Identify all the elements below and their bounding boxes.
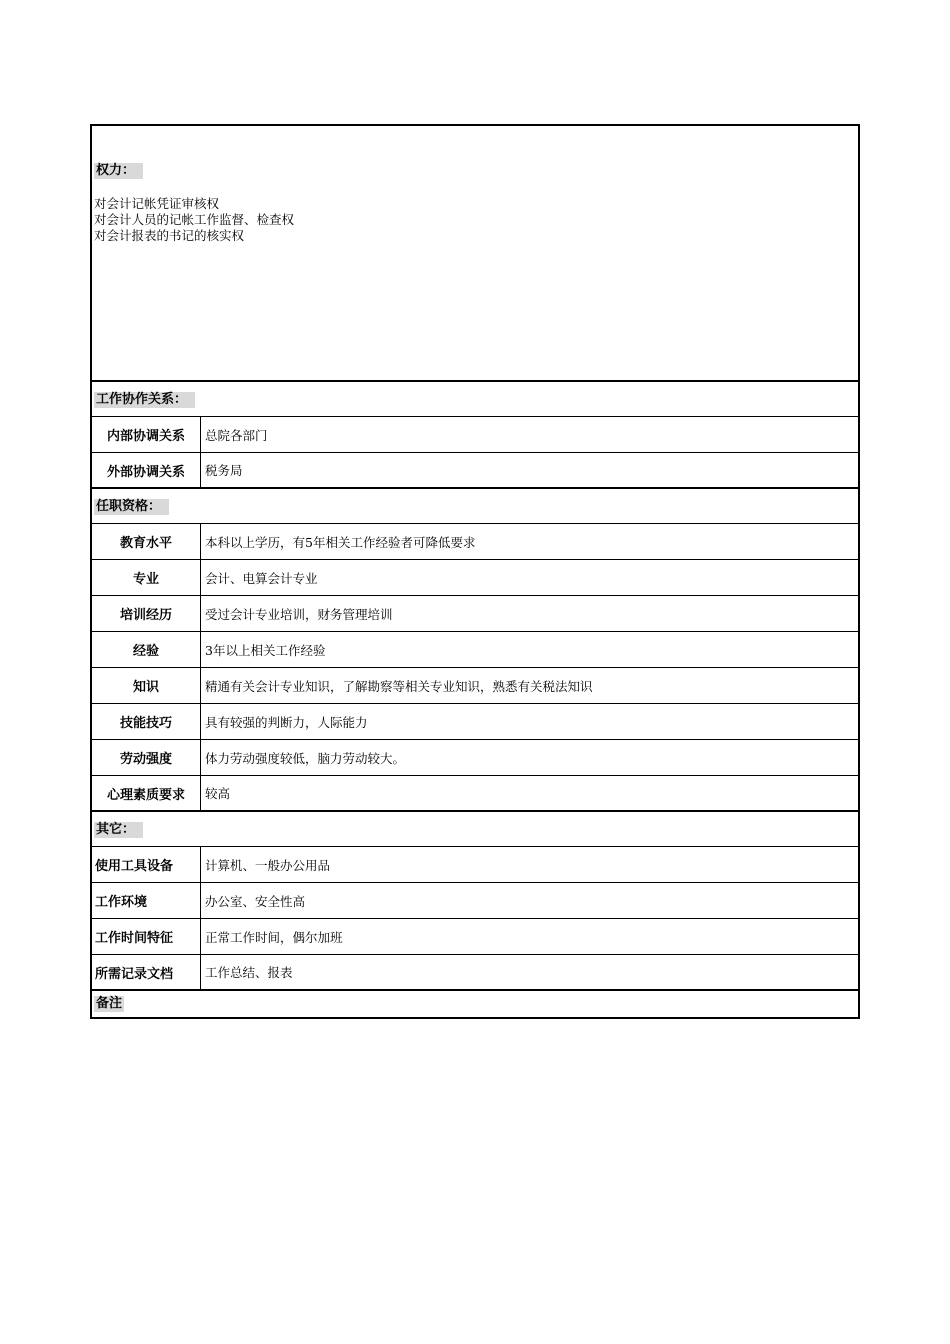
row-label: 使用工具设备 (92, 847, 201, 882)
job-description-table (90, 124, 860, 1019)
row-value: 办公室、安全性高 (205, 893, 306, 909)
other-row-equipment (92, 847, 858, 883)
row-value: 本科以上学历，有5年相关工作经验者可降低要求 (205, 534, 476, 550)
row-label: 技能技巧 (92, 704, 201, 739)
row-label: 经验 (92, 632, 201, 667)
row-label: 所需记录文档 (92, 955, 201, 989)
row-value: 较高 (205, 786, 231, 801)
row-value: 会计、电算会计专业 (205, 570, 318, 586)
row-value: 精通有关会计专业知识，了解勘察等相关专业知识，熟悉有关税法知识 (205, 678, 593, 694)
row-value: 工作总结、报表 (205, 965, 293, 980)
collaboration-title-row (92, 382, 858, 417)
authority-item: 对会计记帐凭证审核权 (94, 196, 220, 211)
other-row-work-hours (92, 919, 858, 955)
qualification-row-education (92, 524, 858, 560)
other-title-row (92, 812, 858, 847)
row-value: 3年以上相关工作经验 (205, 642, 326, 658)
row-value: 具有较强的判断力，人际能力 (205, 714, 368, 730)
remarks-heading: 备注 (96, 996, 123, 1011)
row-label: 内部协调关系 (92, 417, 201, 452)
qualification-row-training (92, 596, 858, 632)
row-label: 工作环境 (92, 883, 201, 918)
row-label: 知识 (92, 668, 201, 703)
row-label: 外部协调关系 (92, 453, 201, 487)
qualification-row-knowledge (92, 668, 858, 704)
qualification-row-workload (92, 740, 858, 776)
row-value: 正常工作时间，偶尔加班 (205, 929, 343, 945)
row-label: 劳动强度 (92, 740, 201, 775)
row-label: 培训经历 (92, 596, 201, 631)
other-row-environment (92, 883, 858, 919)
row-value: 计算机、一般办公用品 (205, 857, 331, 873)
row-label: 工作时间特征 (92, 919, 201, 954)
qualification-row-psychology (92, 776, 858, 812)
collaboration-heading: 工作协作关系： (94, 392, 195, 408)
authority-list (94, 196, 294, 244)
authority-section (92, 126, 858, 382)
qualification-row-skills (92, 704, 858, 740)
other-heading: 其它： (94, 822, 143, 838)
qualifications-heading: 任职资格： (94, 499, 169, 515)
collaboration-row-external (92, 453, 858, 489)
row-label: 专业 (92, 560, 201, 595)
row-value: 总院各部门 (205, 427, 268, 443)
row-value: 税务局 (205, 463, 243, 478)
authority-item: 对会计人员的记帐工作监督、检查权 (94, 212, 295, 227)
qualifications-title-row (92, 489, 858, 524)
remarks-section (92, 991, 858, 1017)
qualification-row-experience (92, 632, 858, 668)
row-label: 教育水平 (92, 524, 201, 559)
row-value: 受过会计专业培训，财务管理培训 (205, 606, 393, 622)
authority-heading: 权力： (94, 163, 143, 179)
row-label: 心理素质要求 (92, 776, 201, 810)
qualification-row-major (92, 560, 858, 596)
authority-item: 对会计报表的书记的核实权 (94, 228, 245, 243)
row-value: 体力劳动强度较低，脑力劳动较大。 (205, 750, 406, 766)
other-row-documents (92, 955, 858, 991)
collaboration-row-internal (92, 417, 858, 453)
